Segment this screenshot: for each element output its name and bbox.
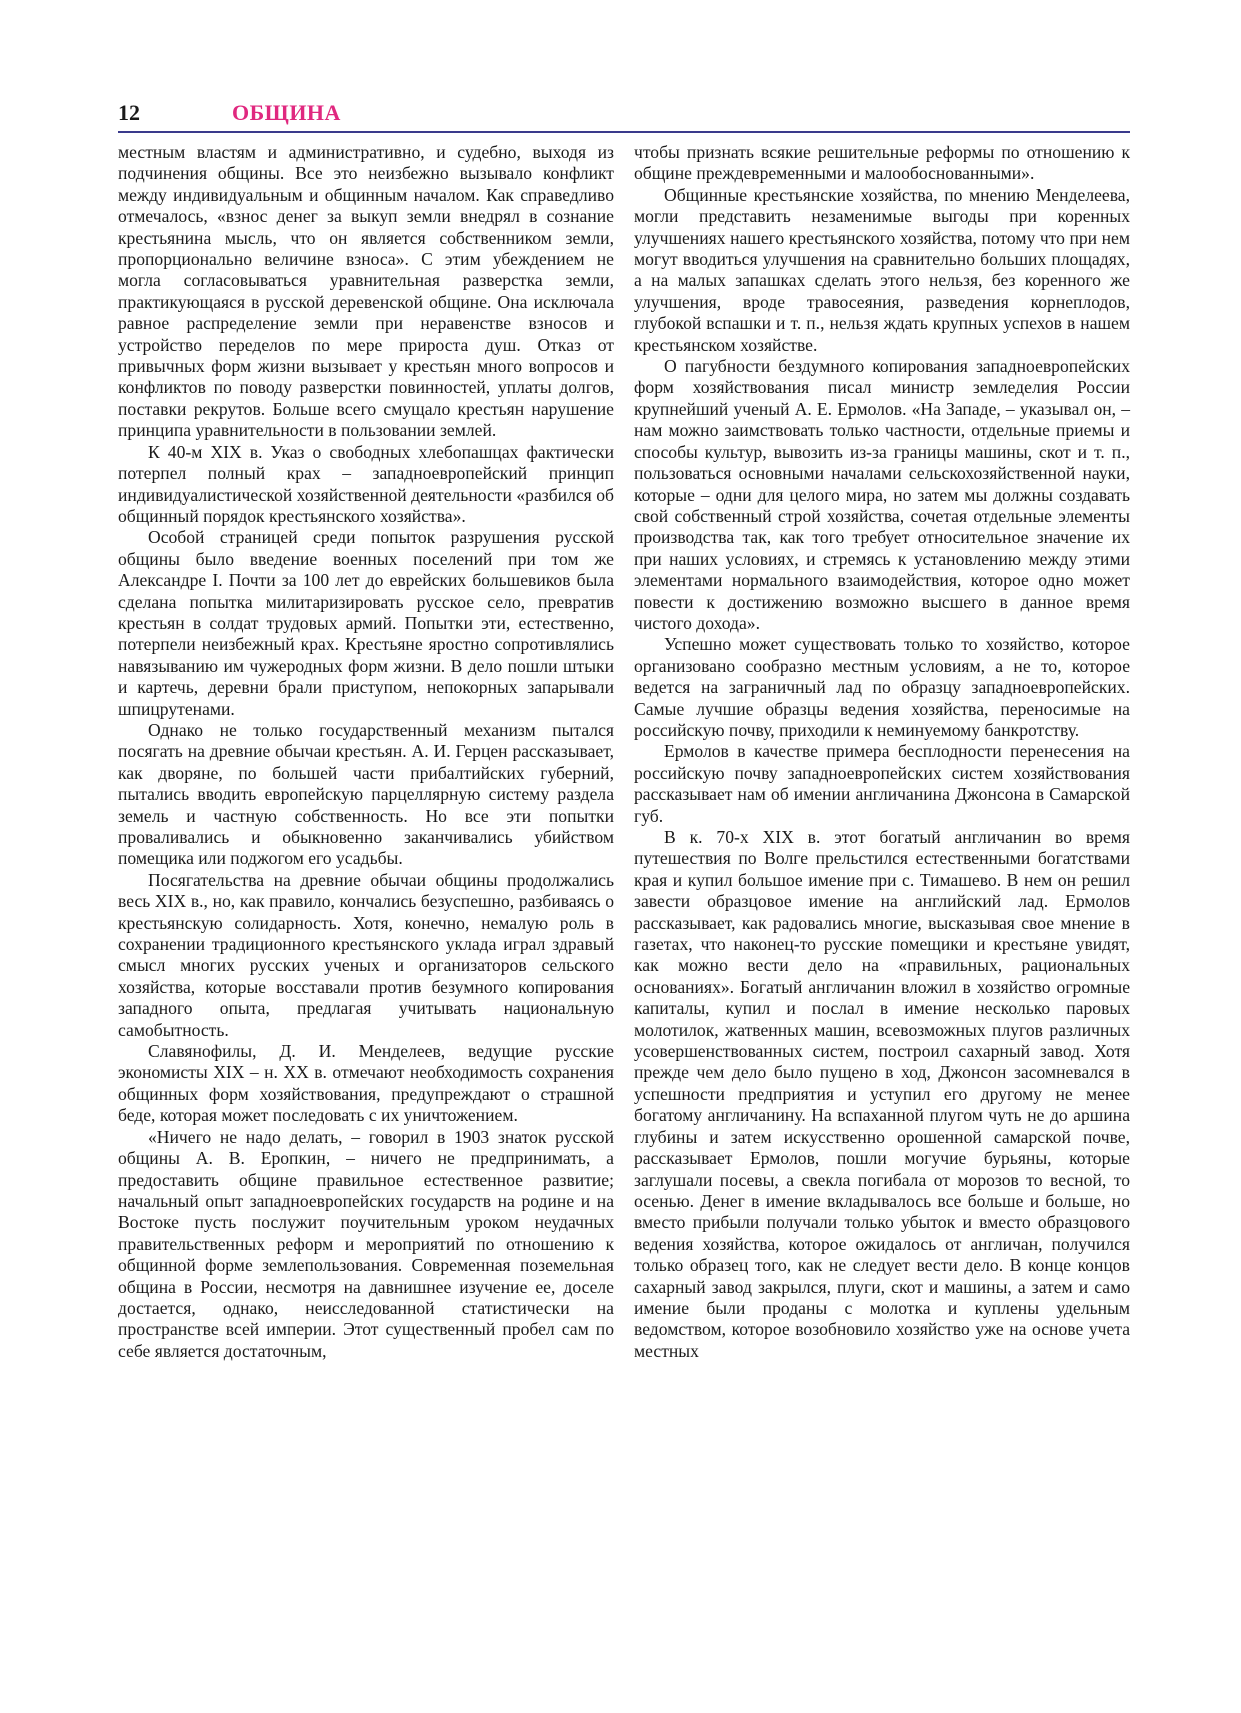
paragraph: Общинные крестьянские хозяйства, по мнению Менделеева, могли представить незаменимые выгоды при коренных улучшениях нашего крестьянского хозяйства, потому что при нем могут вводиться улучшения на сравнительно больших площадях, а на малых запашках сделать этого нельзя, без коренного же улучшения, вроде травосеяния, разведения корнеплодов, глубокой вспашки и т. п., нельзя ждать крупных успехов в нашем крестьянском хозяйстве. — [634, 184, 1130, 355]
paragraph: местным властям и административно, и судебно, выходя из подчинения общины. Все это неизбежно вызывало конфликт между индивидуальным и общинным началом. Как справедливо отмечалось, «взнос денег за выкуп земли внедрял в сознание крестьянина мысль, что он является собственником земли, пропорционально величине взноса». С этим убеждением не могла согласовываться уравнительная разверстка земли, практикующаяся в русской деревенской общине. Она исключала равное распределение земли при неравенстве взносов и устройство переделов по мере прироста душ. Отказ от привычных форм жизни вызывает у крестьян много вопросов и конфликтов по поводу разверстки повинностей, уплаты долгов, поставки рекрутов. Больше всего смущало крестьян нарушение принципа уравнительности в пользовании землей. — [118, 142, 614, 441]
paragraph: О пагубности бездумного копирования западноевропейских форм хозяйствования писал министр земледелия России крупнейший ученый А. Е. Ермолов. «На Западе, – указывал он, – нам можно заимствовать только частности, отдельные приемы и способы культур, вывозить из-за границы машины, скот и т. п., пользоваться основными началами сельскохозяйственной науки, которые – одни для целого мира, но затем мы должны создавать свой собственный строй хозяйства, сочетая отдельные элементы производства так, как того требует относительное значение их при наших условиях, и стремясь к установлению между этими элементами нормального взаимодействия, которое одно может повести к достижению возможно высшего в данное время чистого дохода». — [634, 356, 1130, 633]
paragraph: Посягательства на древние обычаи общины продолжались весь XIX в., но, как правило, кончались безуспешно, разбиваясь о крестьянскую солидарность. Хотя, конечно, немалую роль в сохранении традиционного крестьянского уклада играл здравый смысл многих русских ученых и организаторов сельского хозяйства, которые восставали против безумного копирования западного опыта, предлагая учитывать национальную самобытность. — [118, 869, 614, 1040]
paragraph: чтобы признать всякие решительные реформы по отношению к общине преждевременными и малообоснованными». — [634, 142, 1130, 184]
paragraph: В к. 70-х XIX в. этот богатый англичанин во время путешествия по Волге прельстился естественными богатствами края и купил большое имение при с. Тимашево. В нем он решил завести образцовое имение на английский лад. Ермолов рассказывает, как радовались многие, высказывая свое мнение в газетах, что наконец-то русские помещики и крестьяне увидят, как можно вести дело на «правильных, рациональных основаниях». Богатый англичанин вложил в хозяйство огромные капиталы, купил и послал в имение несколько паровых молотилок, жатвенных машин, всевозможных плугов различных усовершенствованных систем, построил сахарный завод. Хотя прежде чем дело было пущено в ход, Джонсон засомневался в успешности предприятия и уступил его другому не менее богатому англичанину. На вспаханной плугом чуть не до аршина глубины и затем искусственно орошенной самарской почве, рассказывает Ермолов, пошли могучие бурьяны, которые заглушали посевы, а свекла погибала от морозов то весной, то осенью. Денег в имение вкладывалось все больше и больше, но вместо прибыли получали только убыток и вместо образцового ведения хозяйства, которое ожидалось от англичан, получился только образец того, как не следует вести дело. В конце концов сахарный завод закрылся, плуги, скот и машины, а затем и само имение были проданы с молотка и куплены удельным ведомством, которое возобновило хозяйство уже на основе учета местных — [634, 827, 1130, 1361]
paragraph: К 40-м XIX в. Указ о свободных хлебопашцах фактически потерпел полный крах – западноевропейский принцип индивидуалистической хозяйственной деятельности «разбился об общинный порядок крестьянского хозяйства». — [118, 441, 614, 526]
paragraph: «Ничего не надо делать, – говорил в 1903 знаток русской общины А. В. Еропкин, – ничего не предпринимать, а предоставить общине правильное естественное развитие; начальный опыт западноевропейских государств на родине и на Востоке пусть послужит поучительным уроком неудачных правительственных реформ и мероприятий по отношению к общинной форме землепользования. Современная поземельная община в России, несмотря на давнишнее изучение ее, доселе достается, однако, неисследованной статистически на пространстве всей империи. Этот существенный пробел сам по себе является достаточным, — [118, 1126, 614, 1361]
page-number: 12 — [118, 100, 140, 125]
section-title: ОБЩИНА — [232, 100, 341, 125]
header-rule — [118, 131, 1130, 133]
paragraph: Особой страницей среди попыток разрушения русской общины было введение военных поселений при том же Александре I. Почти за 100 лет до еврейских большевиков была сделана попытка милитаризировать русское село, превратив крестьян в солдат трудовых армий. Попытки эти, естественно, потерпели неизбежный крах. Крестьяне яростно сопротивлялись навязыванию им чужеродных форм жизни. В дело пошли штыки и картечь, деревни брали приступом, непокорных запарывали шпицрутенами. — [118, 527, 614, 719]
paragraph: Однако не только государственный механизм пытался посягать на древние обычаи крестьян. А. И. Герцен рассказывает, как дворяне, по большей части прибалтийских губерний, пытались вводить европейскую парцеллярную систему раздела земель и частную собственность. Но все эти попытки проваливались и обыкновенно заканчивались убийством помещика или поджогом его усадьбы. — [118, 719, 614, 869]
paragraph: Ермолов в качестве примера бесплодности перенесения на российскую почву западноевропейских систем хозяйствования рассказывает нам об имении англичанина Джонсона в Самарской губ. — [634, 741, 1130, 826]
paragraph: Успешно может существовать только то хозяйство, которое организовано сообразно местным условиям, а не то, которое ведется на заграничный лад по образцу западноевропейских. Самые лучшие образцы ведения хозяйства, переносимые на российскую почву, приходили к неминуемому банкротству. — [634, 634, 1130, 740]
page-header — [118, 96, 1130, 130]
right-column — [634, 142, 1130, 1362]
paragraph: Славянофилы, Д. И. Менделеев, ведущие русские экономисты XIX – н. XX в. отмечают необходимость сохранения общинных форм хозяйствования, предупреждают о страшной беде, которая может последовать с их уничтожением. — [118, 1041, 614, 1126]
left-column — [118, 142, 614, 1362]
